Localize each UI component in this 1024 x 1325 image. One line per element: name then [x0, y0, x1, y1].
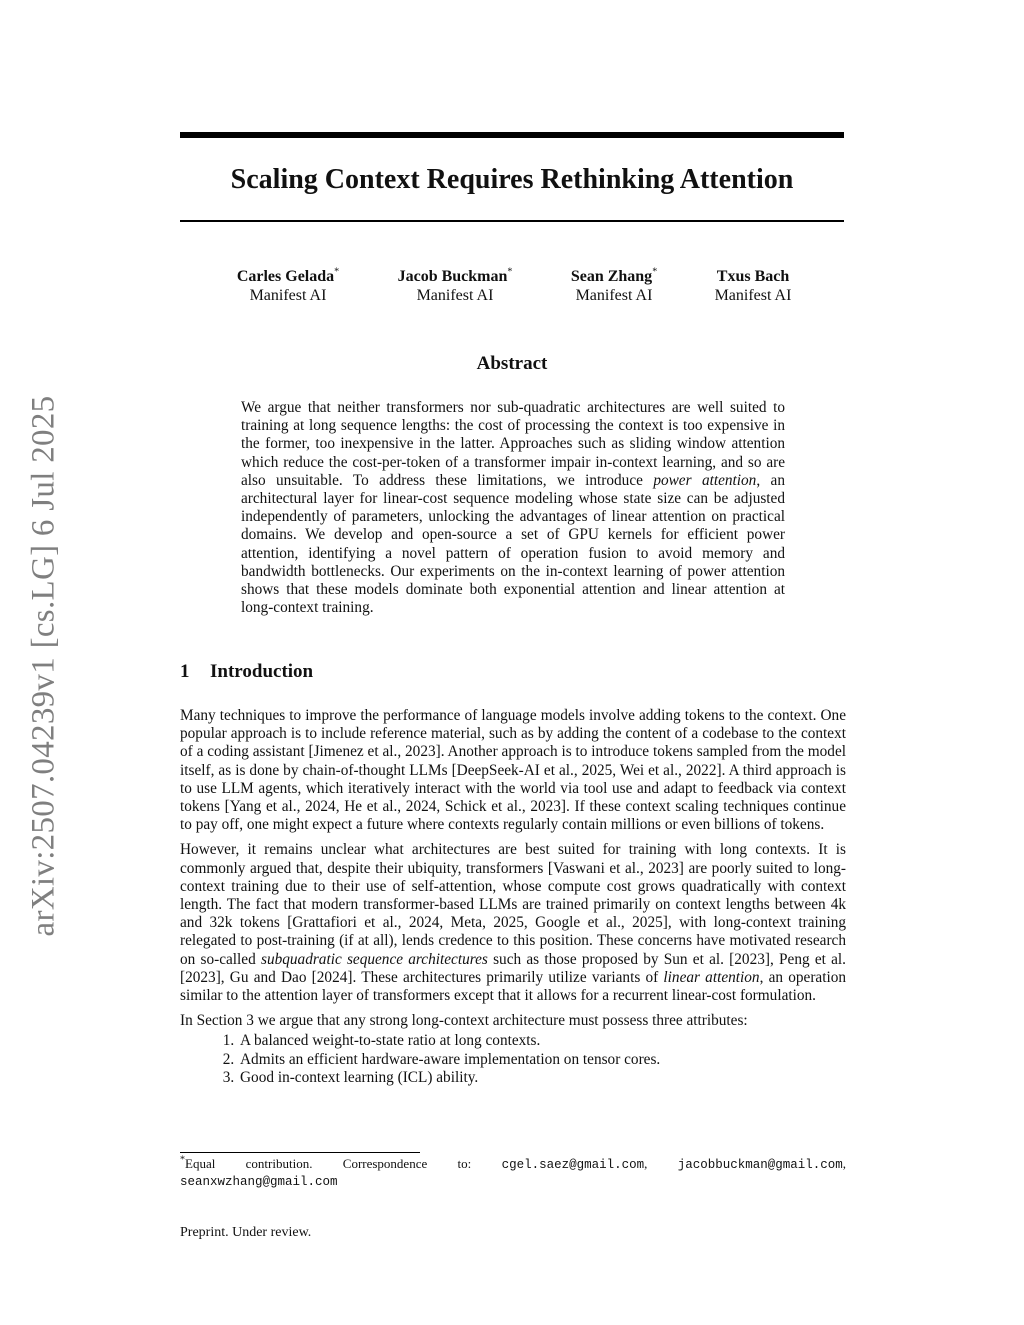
equal-contribution-mark: * — [652, 266, 658, 278]
footnote-text: Equal contribution. Correspondence to: — [185, 1156, 502, 1171]
paragraph-2-text-a: However, it remains unclear what architectures are best suited for training with long contexts. It is commonly argued that, despite their ubiquity, transformers [Vaswani et al., 2023] are poorly suited to long-context training due to their use of self-attention, whose compute cost grows quadratically with context length. The fact that modern transformer-based LLMs are trained primarily on context lengths between 4k and 32k tokens [Grattafiori et al., 2024, Meta, 2025, Google et al., 2025], with long-context training relegated to post-training (if at all), lends credence to this position. These concerns have motivated research on so-called — [180, 841, 846, 968]
preprint-note: Preprint. Under review. — [180, 1225, 312, 1240]
paragraph-2-text-c: , an operation similar to the attention layer of transformers except that it allows for a recurrent linear-cost formulation. — [180, 968, 846, 1005]
equal-contribution-mark: * — [334, 266, 340, 278]
email-link[interactable]: jacobbuckman@gmail.com — [677, 1158, 843, 1172]
author-4 — [668, 267, 838, 305]
footnote-rule — [180, 1152, 420, 1153]
author-1 — [203, 267, 373, 305]
footnote: *Equal contribution. Correspondence to: cgel.saez@gmail.com, jacobbuckman@gmail.com, seanxwzhang@gmail.com — [180, 1154, 847, 1189]
list-item: 1. A balanced weight-to-state ratio at long contexts. — [238, 1032, 846, 1050]
title-top-rule — [180, 132, 844, 138]
list-item: 3. Good in-context learning (ICL) ability. — [238, 1069, 846, 1087]
emphasis-subquadratic: subquadratic sequence architectures — [261, 950, 488, 968]
section-heading — [180, 660, 844, 684]
author-name: Txus Bach — [716, 268, 790, 285]
section-body — [180, 707, 846, 1087]
abstract-heading: Abstract — [476, 353, 548, 374]
author-name: Sean Zhang — [570, 268, 653, 285]
footnote-mark: * — [180, 1154, 185, 1166]
abstract-text-part-1: We argue that neither transformers nor sub-quadratic architectures are well suited to training at long sequence lengths: the cost of processing the context is too expensive in the former, too inexpensive in the latter. Approaches such as sliding window attention which reduce the cost-per-token of a transformer impair in-context learning, and so are also unsuitable. To address these limitations, we introduce — [241, 399, 785, 489]
abstract-text-part-2: , an architectural layer for linear-cost sequence modeling whose state size can be adjusted independently of parameters, unlocking the advantages of linear attention on practical domains. We develop and open-source a set of GPU kernels for efficient power attention, identifying a novel pattern of operation fusion to avoid memory and bandwidth bottlenecks. Our experiments on the in-context learning of power attention shows that these models dominate both exponential attention and linear attention at long-context training. — [241, 471, 785, 617]
paragraph-1: Many techniques to improve the performance of language models involve adding tokens to the context. One popular approach is to include reference material, such as by adding the content of a codebase to the context of a coding assistant [Jimenez et al., 2023]. Another approach is to introduce tokens sampled from the model itself, as is done by chain-of-thought LLMs [DeepSeek-AI et al., 2025, Wei et al., 2022]. A third approach is to use LLM agents, which iteratively interact with the world via tool use and adapt to feedback via context tokens [Yang et al., 2024, He et al., 2024, Schick et al., 2023]. If these context scaling techniques continue to pay off, one might expect a future where contexts regularly contain millions or even billions of tokens. — [180, 707, 846, 834]
section-number: 1 — [180, 661, 190, 682]
paragraph-3: In Section 3 we argue that any strong long-context architecture must possess three attributes: — [180, 1012, 748, 1030]
attribute-list — [180, 1032, 846, 1087]
paragraph-2-text-b: such as those proposed by Sun et al. [2023], Peng et al. [2023], Gu and Dao [2024]. These architectures primarily utilize variants of — [180, 950, 846, 986]
author-affiliation: Manifest AI — [249, 287, 327, 304]
paper-title: Scaling Context Requires Rethinking Attention — [230, 164, 794, 195]
author-2 — [370, 267, 540, 305]
abstract-emphasis: power attention — [653, 471, 757, 489]
author-name: Jacob Buckman — [397, 268, 508, 285]
abstract-text — [241, 399, 785, 617]
author-name: Carles Gelada — [236, 268, 335, 285]
section-title: Introduction — [210, 661, 314, 682]
list-item: 2. Admits an efficient hardware-aware implementation on tensor cores. — [238, 1051, 846, 1069]
author-affiliation: Manifest AI — [416, 287, 494, 304]
paragraph-2 — [180, 841, 846, 1005]
arxiv-identifier-stamp: arXiv:2507.04239v1 [cs.LG] 6 Jul 2025 — [25, 395, 62, 937]
author-affiliation: Manifest AI — [575, 287, 653, 304]
title-bottom-rule — [180, 220, 844, 222]
email-link[interactable]: seanxwzhang@gmail.com — [180, 1175, 338, 1189]
author-affiliation: Manifest AI — [714, 287, 792, 304]
emphasis-linear-attention: linear attention — [663, 968, 760, 986]
email-link[interactable]: cgel.saez@gmail.com — [501, 1158, 645, 1172]
equal-contribution-mark: * — [507, 266, 513, 278]
